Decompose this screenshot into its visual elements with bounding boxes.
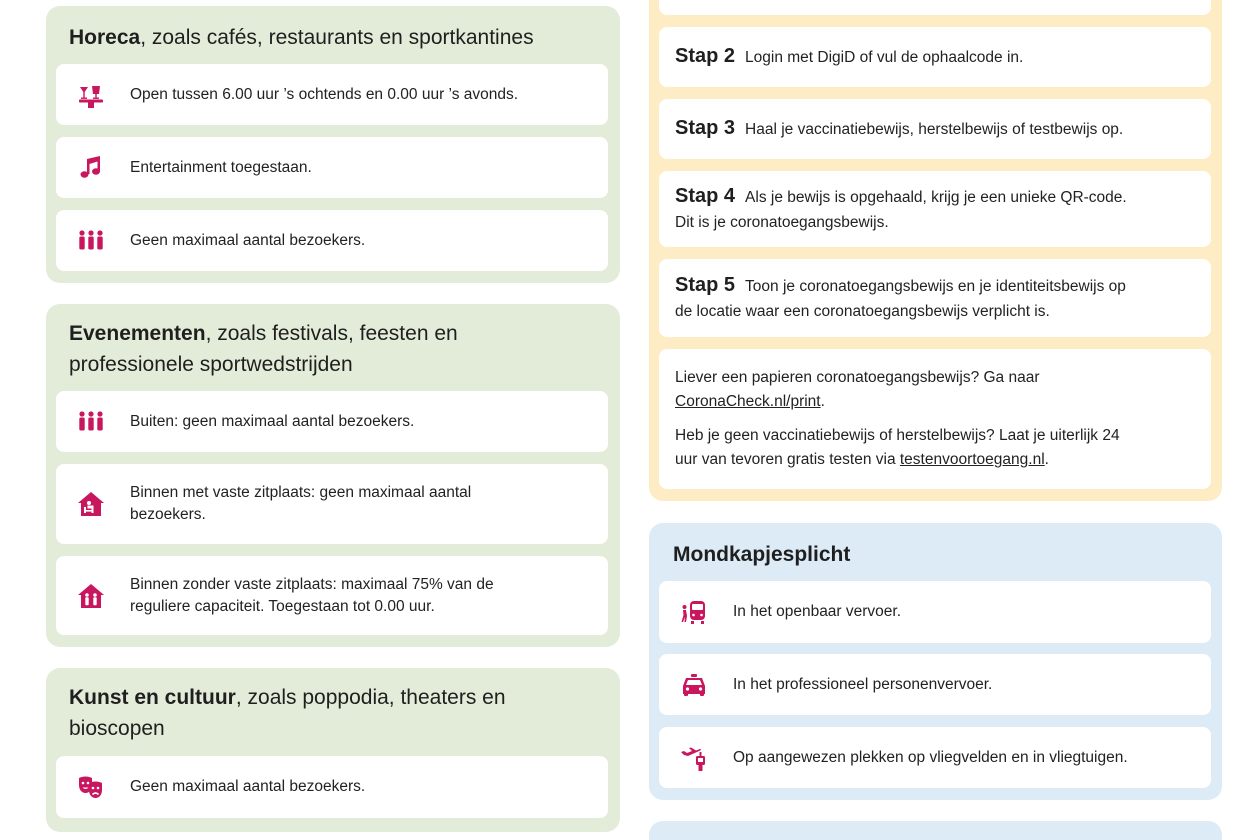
- testenvoortoegang-link[interactable]: testenvoortoegang.nl: [899, 451, 1045, 468]
- taxi-icon: [679, 670, 709, 700]
- mondkap-item: Op aangewezen plekken op vliegvelden en in vliegtuigen.: [659, 727, 1211, 788]
- test-info: Heb je geen vaccinatiebewijs of herstelbewijs? Laat je uiterlijk 24 uur van tevoren gratis testen via testenvoortoegang.nl.: [675, 427, 1120, 468]
- drinks-icon: [76, 80, 106, 110]
- horeca-title: Horeca, zoals cafés, restaurants en sportkantines: [69, 26, 534, 49]
- horeca-item: Geen maximaal aantal bezoekers.: [56, 210, 608, 271]
- kunst-panel: [46, 668, 620, 832]
- next-panel-partial: [649, 821, 1222, 840]
- paper-proof-info: Liever een papieren coronatoegangsbewijs? Ga naar CoronaCheck.nl/print.: [675, 369, 1040, 410]
- evenementen-panel: [46, 304, 620, 647]
- step-5: Stap 5 Toon je coronatoegangsbewijs en je identiteitsbewijs op de locatie waar een coronatoegangsbewijs verplicht is.: [659, 259, 1211, 337]
- horeca-item: Entertainment toegestaan.: [56, 137, 608, 198]
- mondkap-panel: [649, 523, 1222, 800]
- house-seated-icon: [76, 489, 106, 519]
- mondkap-item: In het openbaar vervoer.: [659, 581, 1211, 643]
- step-2: Stap 2 Login met DigiD of vul de ophaalcode in.: [659, 27, 1211, 87]
- people-group-icon: [76, 226, 106, 256]
- steps-panel: [649, 0, 1222, 501]
- step-3: Stap 3 Haal je vaccinatiebewijs, herstelbewijs of testbewijs op.: [659, 99, 1211, 159]
- airport-icon: [679, 743, 709, 773]
- horeca-item: Open tussen 6.00 uur ’s ochtends en 0.00 uur ’s avonds.: [56, 64, 608, 125]
- house-people-icon: [76, 581, 106, 611]
- evenementen-item: Binnen zonder vaste zitplaats: maximaal 75% van de reguliere capaciteit. Toegestaan tot 0.00 uur.: [56, 556, 608, 635]
- music-note-icon: [76, 153, 106, 183]
- mondkap-item: In het professioneel personenvervoer.: [659, 654, 1211, 715]
- horeca-panel: [46, 6, 620, 283]
- step-1-card-partial: [659, 0, 1211, 15]
- evenementen-item: Binnen met vaste zitplaats: geen maximaal aantal bezoekers.: [56, 464, 608, 544]
- info-card: [659, 349, 1211, 489]
- coronacheck-print-link[interactable]: CoronaCheck.nl/print: [675, 393, 821, 410]
- evenementen-item: Buiten: geen maximaal aantal bezoekers.: [56, 391, 608, 452]
- kunst-title: Kunst en cultuur, zoals poppodia, theaters en bioscopen: [69, 686, 506, 740]
- step-4: Stap 4 Als je bewijs is opgehaald, krijg je een unieke QR-code. Dit is je coronatoegangsbewijs.: [659, 171, 1211, 247]
- kunst-item: Geen maximaal aantal bezoekers.: [56, 756, 608, 818]
- public-transport-icon: [679, 597, 709, 627]
- mondkap-title: Mondkapjesplicht: [673, 543, 851, 566]
- theater-masks-icon: [76, 772, 106, 802]
- people-group-icon: [76, 407, 106, 437]
- evenementen-title: Evenementen, zoals festivals, feesten en professionele sportwedstrijden: [69, 322, 458, 376]
